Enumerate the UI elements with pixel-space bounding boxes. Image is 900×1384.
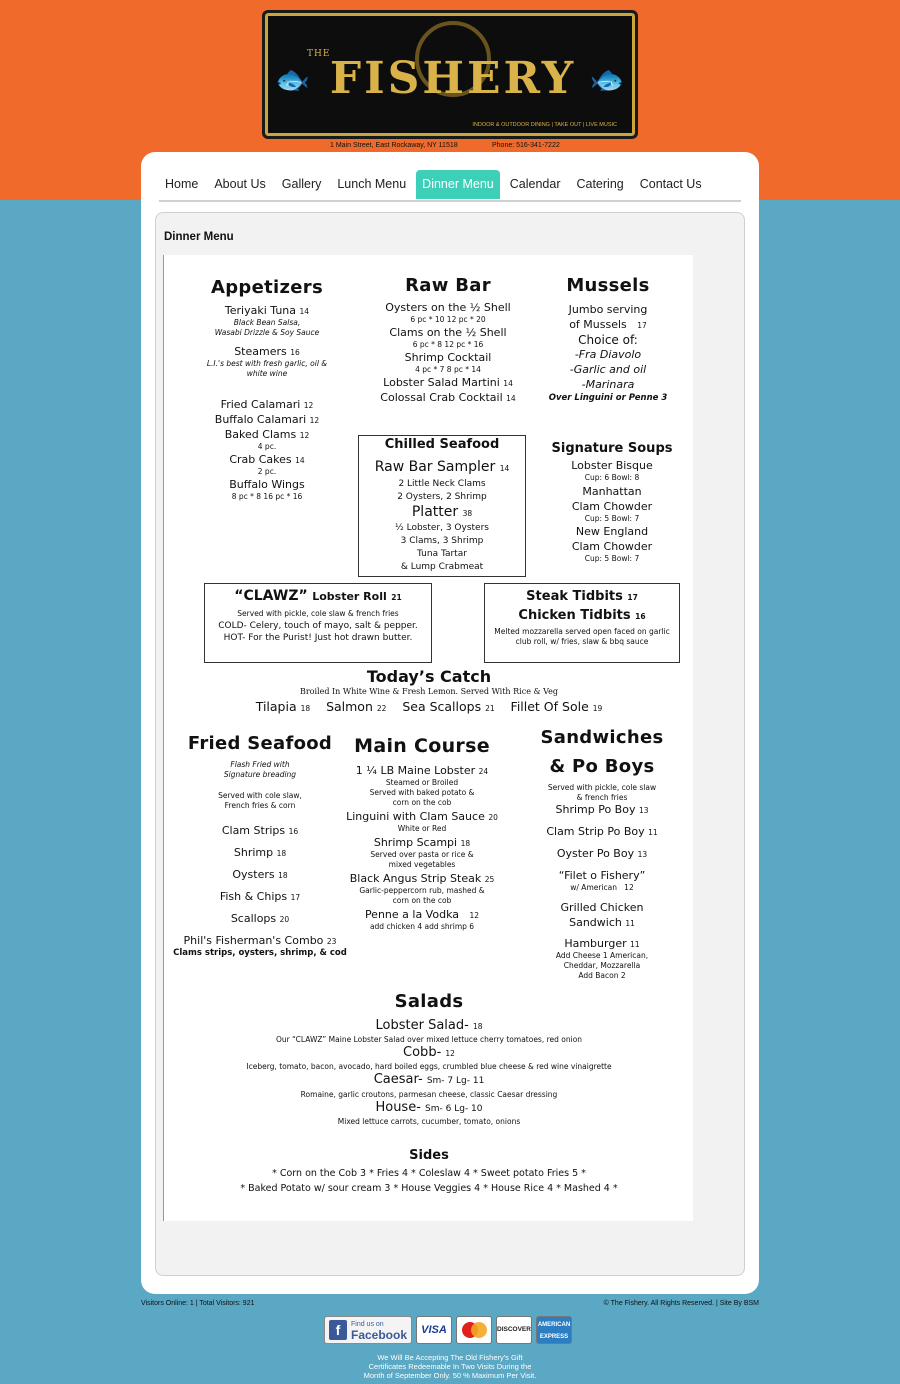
item-desc: Served with baked potato & xyxy=(369,788,475,797)
item-desc: Cup: 5 Bowl: 7 xyxy=(584,514,640,523)
item-desc: L.I.'s best with fresh garlic, oil & xyxy=(206,359,328,368)
nav-catering[interactable]: Catering xyxy=(576,177,624,191)
item-desc: French fries & corn xyxy=(224,801,296,810)
menu-item: Lobster Salad Martini 14 xyxy=(383,376,513,389)
content-box xyxy=(155,212,745,1276)
item-desc: Wasabi Drizzle & Soy Sauce xyxy=(214,328,320,337)
item-desc: COLD- Celery, touch of mayo, salt & pepper. xyxy=(218,621,418,631)
sides-title: Sides xyxy=(409,1148,449,1163)
fish-icon: 🐟 xyxy=(275,64,310,95)
menu-item: Scallops 20 xyxy=(230,912,290,925)
item-desc: Add Bacon 2 xyxy=(578,971,626,980)
menu-item: Clam Strips 16 xyxy=(221,824,299,837)
menu-item: Buffalo Wings xyxy=(229,478,305,491)
menu-item: Lobster Salad- 18 xyxy=(375,1018,483,1033)
item-desc: Flash Fried with xyxy=(230,760,290,769)
raw-bar-title: Raw Bar xyxy=(405,275,491,296)
menu-item: Shrimp 18 xyxy=(233,846,287,859)
item-desc: Signature breading xyxy=(223,770,297,779)
nav-calendar[interactable]: Calendar xyxy=(509,177,561,191)
menu-item: Chicken Tidbits 16 xyxy=(518,608,646,623)
menu-item: Linguini with Clam Sauce 20 xyxy=(346,810,498,823)
menu-item: Crab Cakes 14 xyxy=(229,453,305,466)
item-desc: Garlic-peppercorn rub, mashed & xyxy=(359,886,485,895)
menu-item: Clams on the ½ Shell xyxy=(389,326,507,339)
menu-item: Teriyaki Tuna 14 xyxy=(224,304,310,317)
item-desc: corn on the cob xyxy=(392,798,452,807)
visitor-counter: Visitors Online: 1 | Total Visitors: 921 xyxy=(141,1300,255,1307)
item-desc: 4 pc * 7 8 pc * 14 xyxy=(415,365,481,374)
menu-item: “Filet o Fishery” xyxy=(558,869,646,882)
item-desc: Mixed lettuce carrots, cucumber, tomato, onions xyxy=(337,1117,521,1126)
menu-item: New England xyxy=(575,525,649,538)
mussels-title: Mussels xyxy=(566,275,650,296)
item-desc: Over Linguini or Penne 3 xyxy=(548,393,668,403)
item-desc: add chicken 4 add shrimp 6 xyxy=(369,922,475,931)
visa-card-icon: VISA xyxy=(416,1316,452,1344)
menu-item: Oysters 18 xyxy=(232,868,288,881)
main-panel xyxy=(141,152,759,1294)
item-desc: Melted mozzarella served open faced on garlic xyxy=(494,627,670,636)
item-desc: white wine xyxy=(246,369,288,378)
menu-item: Shrimp Scampi 18 xyxy=(373,836,471,849)
fish-icon: 🐟 xyxy=(590,64,625,95)
menu-item: -Garlic and oil xyxy=(569,363,647,376)
nav-gallery[interactable]: Gallery xyxy=(281,177,322,191)
item-desc: Cup: 6 Bowl: 8 xyxy=(584,473,640,482)
menu-item: Shrimp Cocktail xyxy=(404,351,492,364)
menu-item: Fish & Chips 17 xyxy=(219,890,301,903)
menu-item: Cobb- 12 xyxy=(403,1045,455,1060)
item-desc: Cup: 5 Bowl: 7 xyxy=(584,554,640,563)
facebook-icon: f xyxy=(329,1320,347,1340)
menu-item: Phil's Fisherman's Combo 23 xyxy=(183,934,337,947)
menu-item: -Marinara xyxy=(581,378,635,391)
menu-item: Clam Strip Po Boy 11 xyxy=(546,825,658,838)
item-desc: Cheddar, Mozzarella xyxy=(563,961,641,970)
page-title: Dinner Menu xyxy=(164,231,234,243)
gift-certificate-notice: We Will Be Accepting The Old Fishery's Gift Certificates Redeemable In Two Visits During the Month of September Only. 50 % Maximum Per Visit. xyxy=(363,1353,537,1380)
item-desc: 2 pc. xyxy=(257,467,277,476)
menu-item: Oysters on the ½ Shell xyxy=(385,301,511,314)
nav-dinner-menu[interactable]: Dinner Menu xyxy=(416,170,500,199)
logo-the: THE xyxy=(307,49,331,59)
menu-item: House- Sm- 6 Lg- 10 xyxy=(375,1100,483,1115)
menu-item: Raw Bar Sampler 14 xyxy=(374,459,510,475)
logo-tagline: INDOOR & OUTDOOR DINING | TAKE OUT | LIVE MUSIC xyxy=(472,122,617,128)
menu-item: Oyster Po Boy 13 xyxy=(556,847,648,860)
menu-item: of Mussels 17 xyxy=(569,318,647,331)
item-desc: & Lump Crabmeat xyxy=(400,562,484,572)
menu-item: Jumbo serving xyxy=(568,303,648,316)
item-desc: 3 Clams, 3 Shrimp xyxy=(400,536,484,546)
menu-item: Buffalo Calamari 12 xyxy=(214,413,320,426)
item-desc: 2 Little Neck Clams xyxy=(398,479,486,489)
catch-sub: Broiled In White Wine & Fresh Lemon. Served With Rice & Veg xyxy=(299,687,559,696)
menu-item: Hamburger 11 xyxy=(564,937,640,950)
logo-name: FISHERY xyxy=(329,53,577,104)
salads-title: Salads xyxy=(394,991,464,1012)
nav-lunch-menu[interactable]: Lunch Menu xyxy=(337,177,407,191)
menu-item: Grilled Chicken xyxy=(560,901,644,914)
menu-item: Clam Chowder xyxy=(571,540,653,553)
item-desc: ½ Lobster, 3 Oysters xyxy=(395,523,489,533)
menu-item: Black Angus Strip Steak 25 xyxy=(349,872,495,885)
menu-item: Lobster Bisque xyxy=(571,459,653,472)
sandwiches-title: Sandwiches xyxy=(540,727,664,748)
item-desc: Add Cheese 1 American, xyxy=(555,951,649,960)
fb-find-label: Find us on xyxy=(350,1321,384,1328)
item-desc: 8 pc * 8 16 pc * 16 xyxy=(231,492,303,501)
po-boys-title: & Po Boys xyxy=(549,756,655,777)
menu-item: Clam Chowder xyxy=(571,500,653,513)
menu-item: Steak Tidbits 17 xyxy=(526,589,638,604)
menu-item: 1 ¼ LB Maine Lobster 24 xyxy=(355,764,489,777)
nav-contact-us[interactable]: Contact Us xyxy=(639,177,702,191)
fishery-logo[interactable] xyxy=(262,10,638,139)
item-desc: Our “CLAWZ” Maine Lobster Salad over mixed lettuce cherry tomatoes, red onion xyxy=(275,1035,583,1044)
item-desc: Served with pickle, cole slaw & french fries xyxy=(237,609,399,618)
menu-item: Colossal Crab Cocktail 14 xyxy=(380,391,516,404)
menu-item: -Fra Diavolo xyxy=(574,348,642,361)
appetizers-title: Appetizers xyxy=(211,277,323,298)
menu-item: Choice of: xyxy=(578,333,638,347)
item-desc: Romaine, garlic croutons, parmesan cheese, classic Caesar dressing xyxy=(300,1090,558,1099)
item-desc: w/ American 12 xyxy=(570,883,634,892)
copyright: © The Fishery. All Rights Reserved. | Site By BSM xyxy=(603,1300,759,1307)
menu-item: Sandwich 11 xyxy=(569,916,635,929)
facebook-button[interactable] xyxy=(324,1316,412,1344)
main-nav xyxy=(159,170,741,202)
item-desc: 2 Oysters, 2 Shrimp xyxy=(397,492,487,502)
amex-card-icon: AMERICAN EXPRESS xyxy=(536,1316,572,1344)
mastercard-icon xyxy=(456,1316,492,1344)
main-course-title: Main Course xyxy=(354,735,490,757)
item-desc: Clams strips, oysters, shrimp, & cod xyxy=(173,948,347,958)
menu-item: Caesar- Sm- 7 Lg- 11 xyxy=(373,1072,485,1087)
item-desc: Black Bean Salsa, xyxy=(233,318,301,327)
item-desc: 6 pc * 8 12 pc * 16 xyxy=(412,340,484,349)
menu-item: Fried Calamari 12 xyxy=(220,398,314,411)
item-desc: mixed vegetables xyxy=(388,860,456,869)
nav-about-us[interactable]: About Us xyxy=(214,177,266,191)
menu-item: Steamers 16 xyxy=(234,345,300,358)
item-desc: Iceberg, tomato, bacon, avocado, hard boiled eggs, crumbled blue cheese & red wine vinaigrette xyxy=(246,1062,612,1071)
nav-home[interactable]: Home xyxy=(165,177,199,191)
address: 1 Main Street, East Rockaway, NY 11518 xyxy=(330,142,458,149)
item-desc: White or Red xyxy=(397,824,447,833)
item-desc: Served over pasta or rice & xyxy=(370,850,474,859)
catch-title: Today’s Catch xyxy=(366,667,492,686)
menu-item: Platter 38 xyxy=(411,504,473,520)
phone: Phone: 516-341-7222 xyxy=(492,142,560,149)
item-desc: corn on the cob xyxy=(392,896,452,905)
soups-title: Signature Soups xyxy=(551,441,673,456)
clawz-title: “CLAWZ” Lobster Roll 21 xyxy=(234,588,402,604)
menu-item: Shrimp Po Boy 13 xyxy=(555,803,649,816)
dinner-menu-image xyxy=(163,255,693,1221)
item-desc: & french fries xyxy=(576,793,628,802)
sides-line: * Corn on the Cob 3 * Fries 4 * Coleslaw 4 * Sweet potato Fries 5 * xyxy=(272,1168,586,1179)
item-desc: HOT- For the Purist! Just hot drawn butter. xyxy=(223,633,413,643)
catch-items: Tilapia 18 Salmon 22 Sea Scallops 21 Fillet Of Sole 19 xyxy=(255,699,603,714)
item-desc: Served with pickle, cole slaw xyxy=(547,783,657,792)
discover-card-icon: DISCOVER xyxy=(496,1316,532,1344)
item-desc: 6 pc * 10 12 pc * 20 xyxy=(410,315,486,324)
menu-item: Manhattan xyxy=(582,485,642,498)
sides-line: * Baked Potato w/ sour cream 3 * House Veggies 4 * House Rice 4 * Mashed 4 * xyxy=(240,1183,618,1194)
item-desc: 4 pc. xyxy=(257,442,277,451)
item-desc: Tuna Tartar xyxy=(417,549,467,559)
menu-item: Penne a la Vodka 12 xyxy=(364,908,480,921)
item-desc: Served with cole slaw, xyxy=(218,791,302,800)
footer-badges xyxy=(324,1316,572,1344)
item-desc: Steamed or Broiled xyxy=(385,778,459,787)
item-desc: club roll, w/ fries, slaw & bbq sauce xyxy=(515,637,649,646)
menu-item: Baked Clams 12 xyxy=(224,428,310,441)
fb-name-label: Facebook xyxy=(350,1328,407,1342)
chilled-seafood-title: Chilled Seafood xyxy=(384,437,500,452)
fried-title: Fried Seafood xyxy=(187,733,333,754)
